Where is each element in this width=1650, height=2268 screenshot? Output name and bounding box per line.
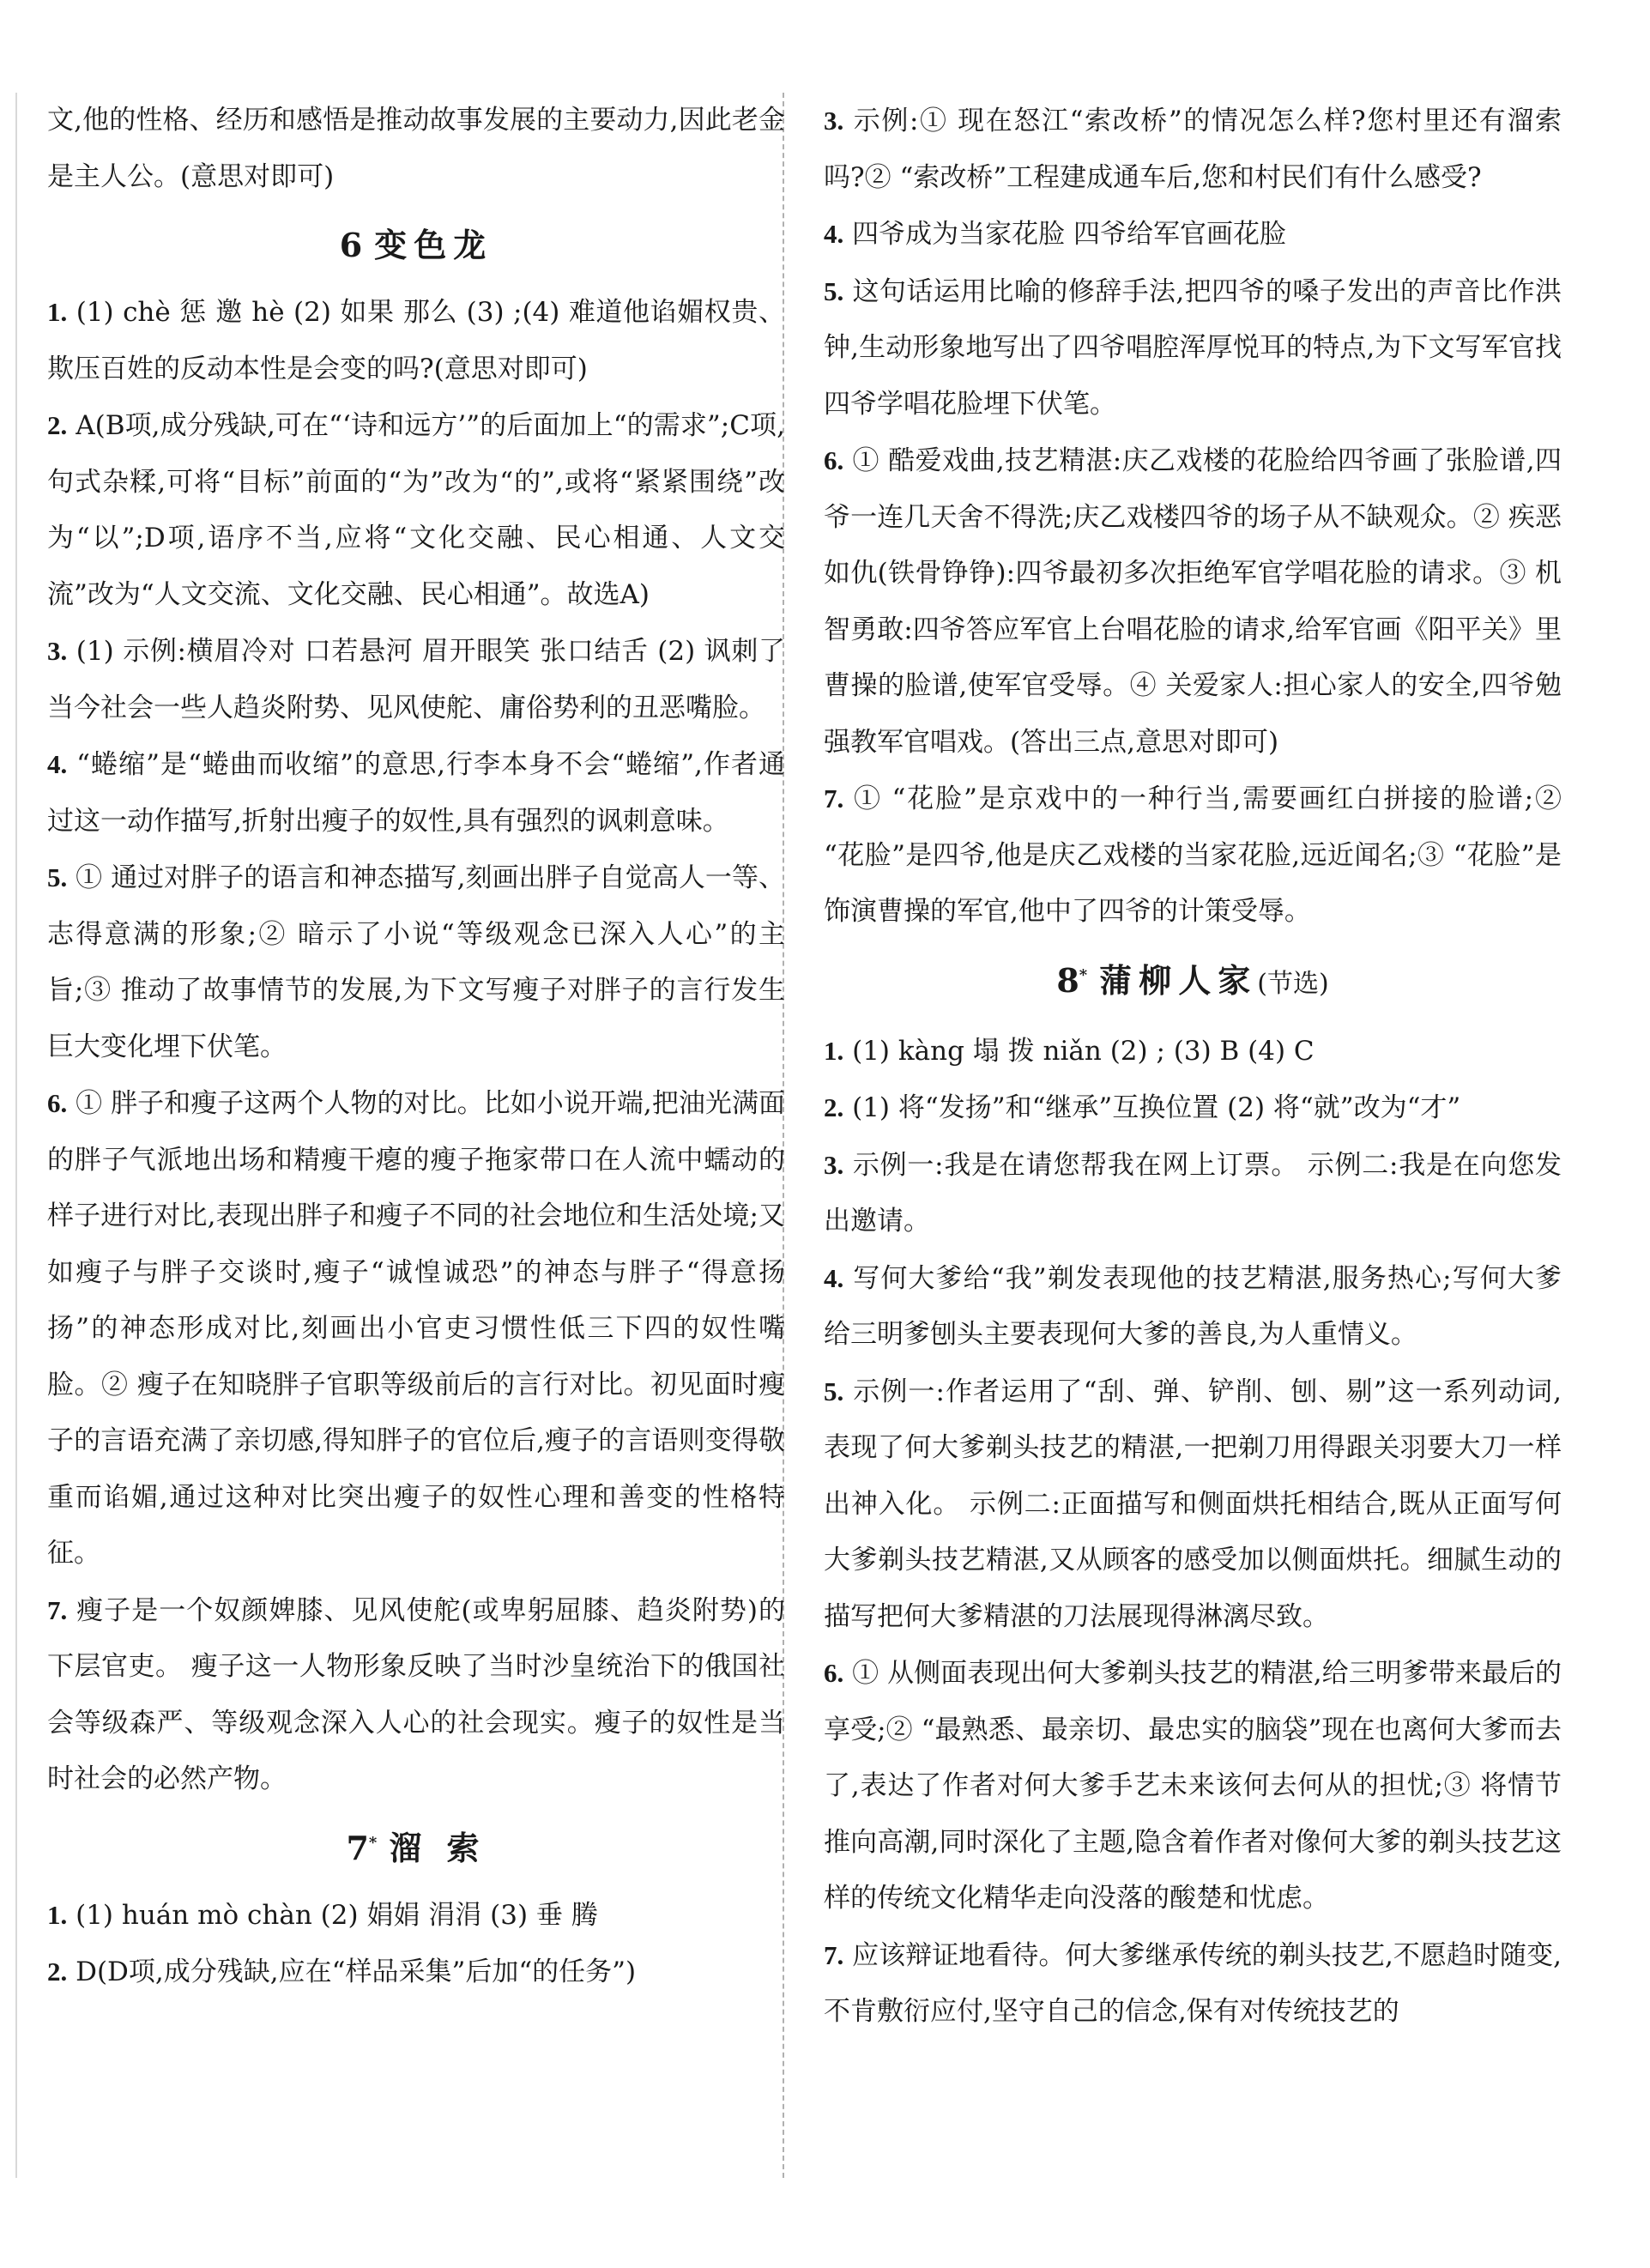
section-8-answers [824,1023,1562,2041]
answer-text: 示例一:我是在请您帮我在网上订票。 示例二:我是在向您发出邀请。 [824,1149,1562,1237]
answer-item [824,1364,1562,1646]
section-8-star: * [1079,965,1088,984]
answer-number: 2. [824,1092,844,1122]
page-edge-line [15,93,17,2178]
section-6-number: 6 [339,226,363,264]
section-7-heading [47,1818,785,1878]
answer-item [47,623,785,736]
answer-item [824,1023,1562,1080]
answer-item [47,1075,785,1582]
answer-text: (1) huán mò chàn (2) 娟娟 涓涓 (3) 垂 腾 [76,1899,598,1931]
section-7-star: * [368,1833,378,1852]
answer-item [47,736,785,850]
answer-text: ① 酷爱戏曲,技艺精湛:庆乙戏楼的花脸给四爷画了张脸谱,四爷一连几天舍不得洗;庆乙戏楼四爷的场子从不缺观众。② 疾恶如仇(铁骨铮铮):四爷最初多次拒绝军官学唱花脸的请求。③ 机智勇敢:四爷答应军官上台唱花脸的请求,给军官画《阳平关》里曹操的脸谱,使军官受辱。④ 关爱家人:担心家人的安全,四爷勉强教军官唱戏。(答出三点,意思对即可) [824,445,1562,758]
answer-text: ① 胖子和瘦子这两个人物的对比。比如小说开端,把油光满面的胖子气派地出场和精瘦干瘪的瘦子拖家带口在人流中蠕动的样子进行对比,表现出胖子和瘦子不同的社会地位和生活处境;又如瘦子与胖子交谈时,瘦子“诚惶诚恐”的神态与胖子“得意扬扬”的神态形成对比,刻画出小官吏习惯性低三下四的奴性嘴脸。② 瘦子在知晓胖子官职等级前后的言行对比。初见面时瘦子的言语充满了亲切感,得知胖子的官位后,瘦子的言语则变得敬重而谄媚,通过这种对比突出瘦子的奴性心理和善变的性格特征。 [47,1088,785,1569]
section-7-number: 7 [346,1828,369,1867]
answer-text: 写何大爹给“我”剃发表现他的技艺精湛,服务热心;写何大爹给三明爹刨头主要表现何大爹的善良,为人重情义。 [824,1262,1562,1350]
answer-number: 4. [824,1262,844,1293]
answer-text: A(B项,成分残缺,可在“‘诗和远方’”的后面加上“的需求”;C项,句式杂糅,可将“目标”前面的“为”改为“的”,或将“紧紧围绕”改为“以”;D项,语序不当,应将“文化交融、民心相通、人文交流”改为“人文交流、文化交融、民心相通”。故选A) [47,410,786,610]
answer-number: 4. [47,749,68,779]
answer-number: 1. [824,1035,844,1066]
answer-text: D(D项,成分残缺,应在“样品采集”后加“的任务”) [76,1957,637,1987]
answer-item [47,1887,785,1944]
answer-number: 2. [47,410,68,440]
answer-text: “蜷缩”是“蜷曲而收缩”的意思,行李本身不会“蜷缩”,作者通过这一动作描写,折射出瘦子的奴性,具有强烈的讽刺意味。 [47,749,786,837]
answer-text: 示例一:作者运用了“刮、弹、铲削、刨、剔”这一系列动词,表现了何大爹剃头技艺的精湛,一把剃刀用得跟关羽要大刀一样出神入化。 示例二:正面描写和侧面烘托相结合,既从正面写何大爹剃头技艺精湛,又从顾客的感受加以侧面烘托。细腻生动的描写把何大爹精湛的刀法展现得淋漓尽致。 [824,1376,1562,1632]
answer-item [824,1645,1562,1927]
section-8-subtitle: (节选) [1257,968,1329,999]
answer-item [824,432,1562,771]
left-column [47,93,785,2001]
answer-text: 瘦子是一个奴颜婢膝、见风使舵(或卑躬屈膝、趋炎附势)的下层官吏。 瘦子这一人物形象反映了当时沙皇统治下的俄国社会等级森严、等级观念深入人心的社会现实。瘦子的奴性是当时社会的必然产物。 [47,1594,786,1794]
section-8-heading [824,951,1562,1014]
answer-number: 7. [824,1939,844,1970]
answer-text: (1) 示例:横眉冷对 口若悬河 眉开眼笑 张口结舌 (2) 讽刺了当今社会一些人趋炎附势、见风使舵、庸俗势利的丑恶嘴脸。 [47,636,785,723]
section-6-heading [47,215,785,275]
answer-item [824,206,1562,263]
answer-number: 3. [824,106,844,136]
answer-number: 7. [824,783,844,813]
answer-item [824,263,1562,433]
section-6-answers [47,284,785,1808]
answer-number: 1. [47,1899,68,1930]
answer-item [47,1582,785,1808]
section-6-title: 变色龙 [374,226,493,264]
answer-number: 6. [824,1658,844,1688]
answer-text: 示例:① 现在怒江“索改桥”的情况怎么样?您村里还有溜索吗?② “索改桥”工程建成通车后,您和村民们有什么感受? [824,106,1562,193]
answer-item [824,1927,1562,2041]
answer-item [47,1944,785,2001]
section-7-answers [47,1887,785,2001]
section-8-title: 蒲柳人家 [1099,960,1258,1000]
answer-text: ① 通过对胖子的语言和神态描写,刻画出胖子自觉高人一等、志得意满的形象;② 暗示了小说“等级观念已深入人心”的主旨;③ 推动了故事情节的发展,为下文写瘦子对胖子的言行发生巨大变化埋下伏笔。 [47,862,785,1062]
answer-text: 应该辩证地看待。何大爹继承传统的剃头技艺,不愿趋时随变,不肯敷衍应付,坚守自己的信念,保有对传统技艺的 [824,1939,1562,2027]
answer-item [824,93,1562,206]
answer-number: 4. [824,219,844,249]
answer-number: 3. [824,1149,844,1180]
answer-text: 四爷成为当家花脸 四爷给军官画花脸 [852,219,1286,250]
answer-item [47,397,785,623]
answer-item [824,771,1562,940]
answer-text: (1) 将“发扬”和“继承”互换位置 (2) 将“就”改为“才” [852,1092,1461,1123]
answer-number: 6. [47,1088,68,1118]
answer-number: 7. [47,1594,68,1625]
section-8-number: 8 [1056,960,1079,1000]
answer-number: 5. [824,275,844,306]
answer-text: 这句话运用比喻的修辞手法,把四爷的嗓子发出的声音比作洪钟,生动形象地写出了四爷唱腔浑厚悦耳的特点,为下文写军官找四爷学唱花脸埋下伏笔。 [824,275,1562,420]
answer-item [47,850,785,1075]
intro-paragraph: 文,他的性格、经历和感悟是推动故事发展的主要动力,因此老金是主人公。(意思对即可) [47,105,785,192]
answer-text: (1) kàng 塌 拨 niǎn (2) ; (3) B (4) C [852,1035,1315,1067]
answer-item [824,1137,1562,1250]
answer-item [824,1250,1562,1364]
answer-text: (1) chè 惩 邀 hè (2) 如果 那么 (3) ;(4) 难道他谄媚权贵、欺压百姓的反动本性是会变的吗?(意思对即可) [47,297,785,384]
answer-text: ① 从侧面表现出何大爹剃头技艺的精湛,给三明爹带来最后的享受;② “最熟悉、最亲切、最忠实的脑袋”现在也离何大爹而去了,表达了作者对何大爹手艺未来该何去何从的担忧;③ 将情节推向高潮,同时深化了主题,隐含着作者对像何大爹的剃头技艺这样的传统文化精华走向没落的酸楚和忧虑。 [824,1658,1562,1914]
answer-number: 2. [47,1957,68,1987]
answer-number: 5. [824,1376,844,1406]
right-column [824,93,1562,2041]
answer-item [824,1080,1562,1137]
answer-number: 5. [47,862,68,892]
answer-item [47,284,785,397]
section-7-answers-continued [824,93,1562,940]
answer-number: 3. [47,636,68,666]
section-7-title: 溜 索 [389,1828,487,1867]
answer-number: 1. [47,297,68,327]
answer-text: ① “花脸”是京戏中的一种行当,需要画红白拼接的脸谱;② “花脸”是四爷,他是庆乙戏楼的当家花脸,远近闻名;③ “花脸”是饰演曹操的军官,他中了四爷的计策受辱。 [824,783,1562,927]
answer-number: 6. [824,445,844,475]
